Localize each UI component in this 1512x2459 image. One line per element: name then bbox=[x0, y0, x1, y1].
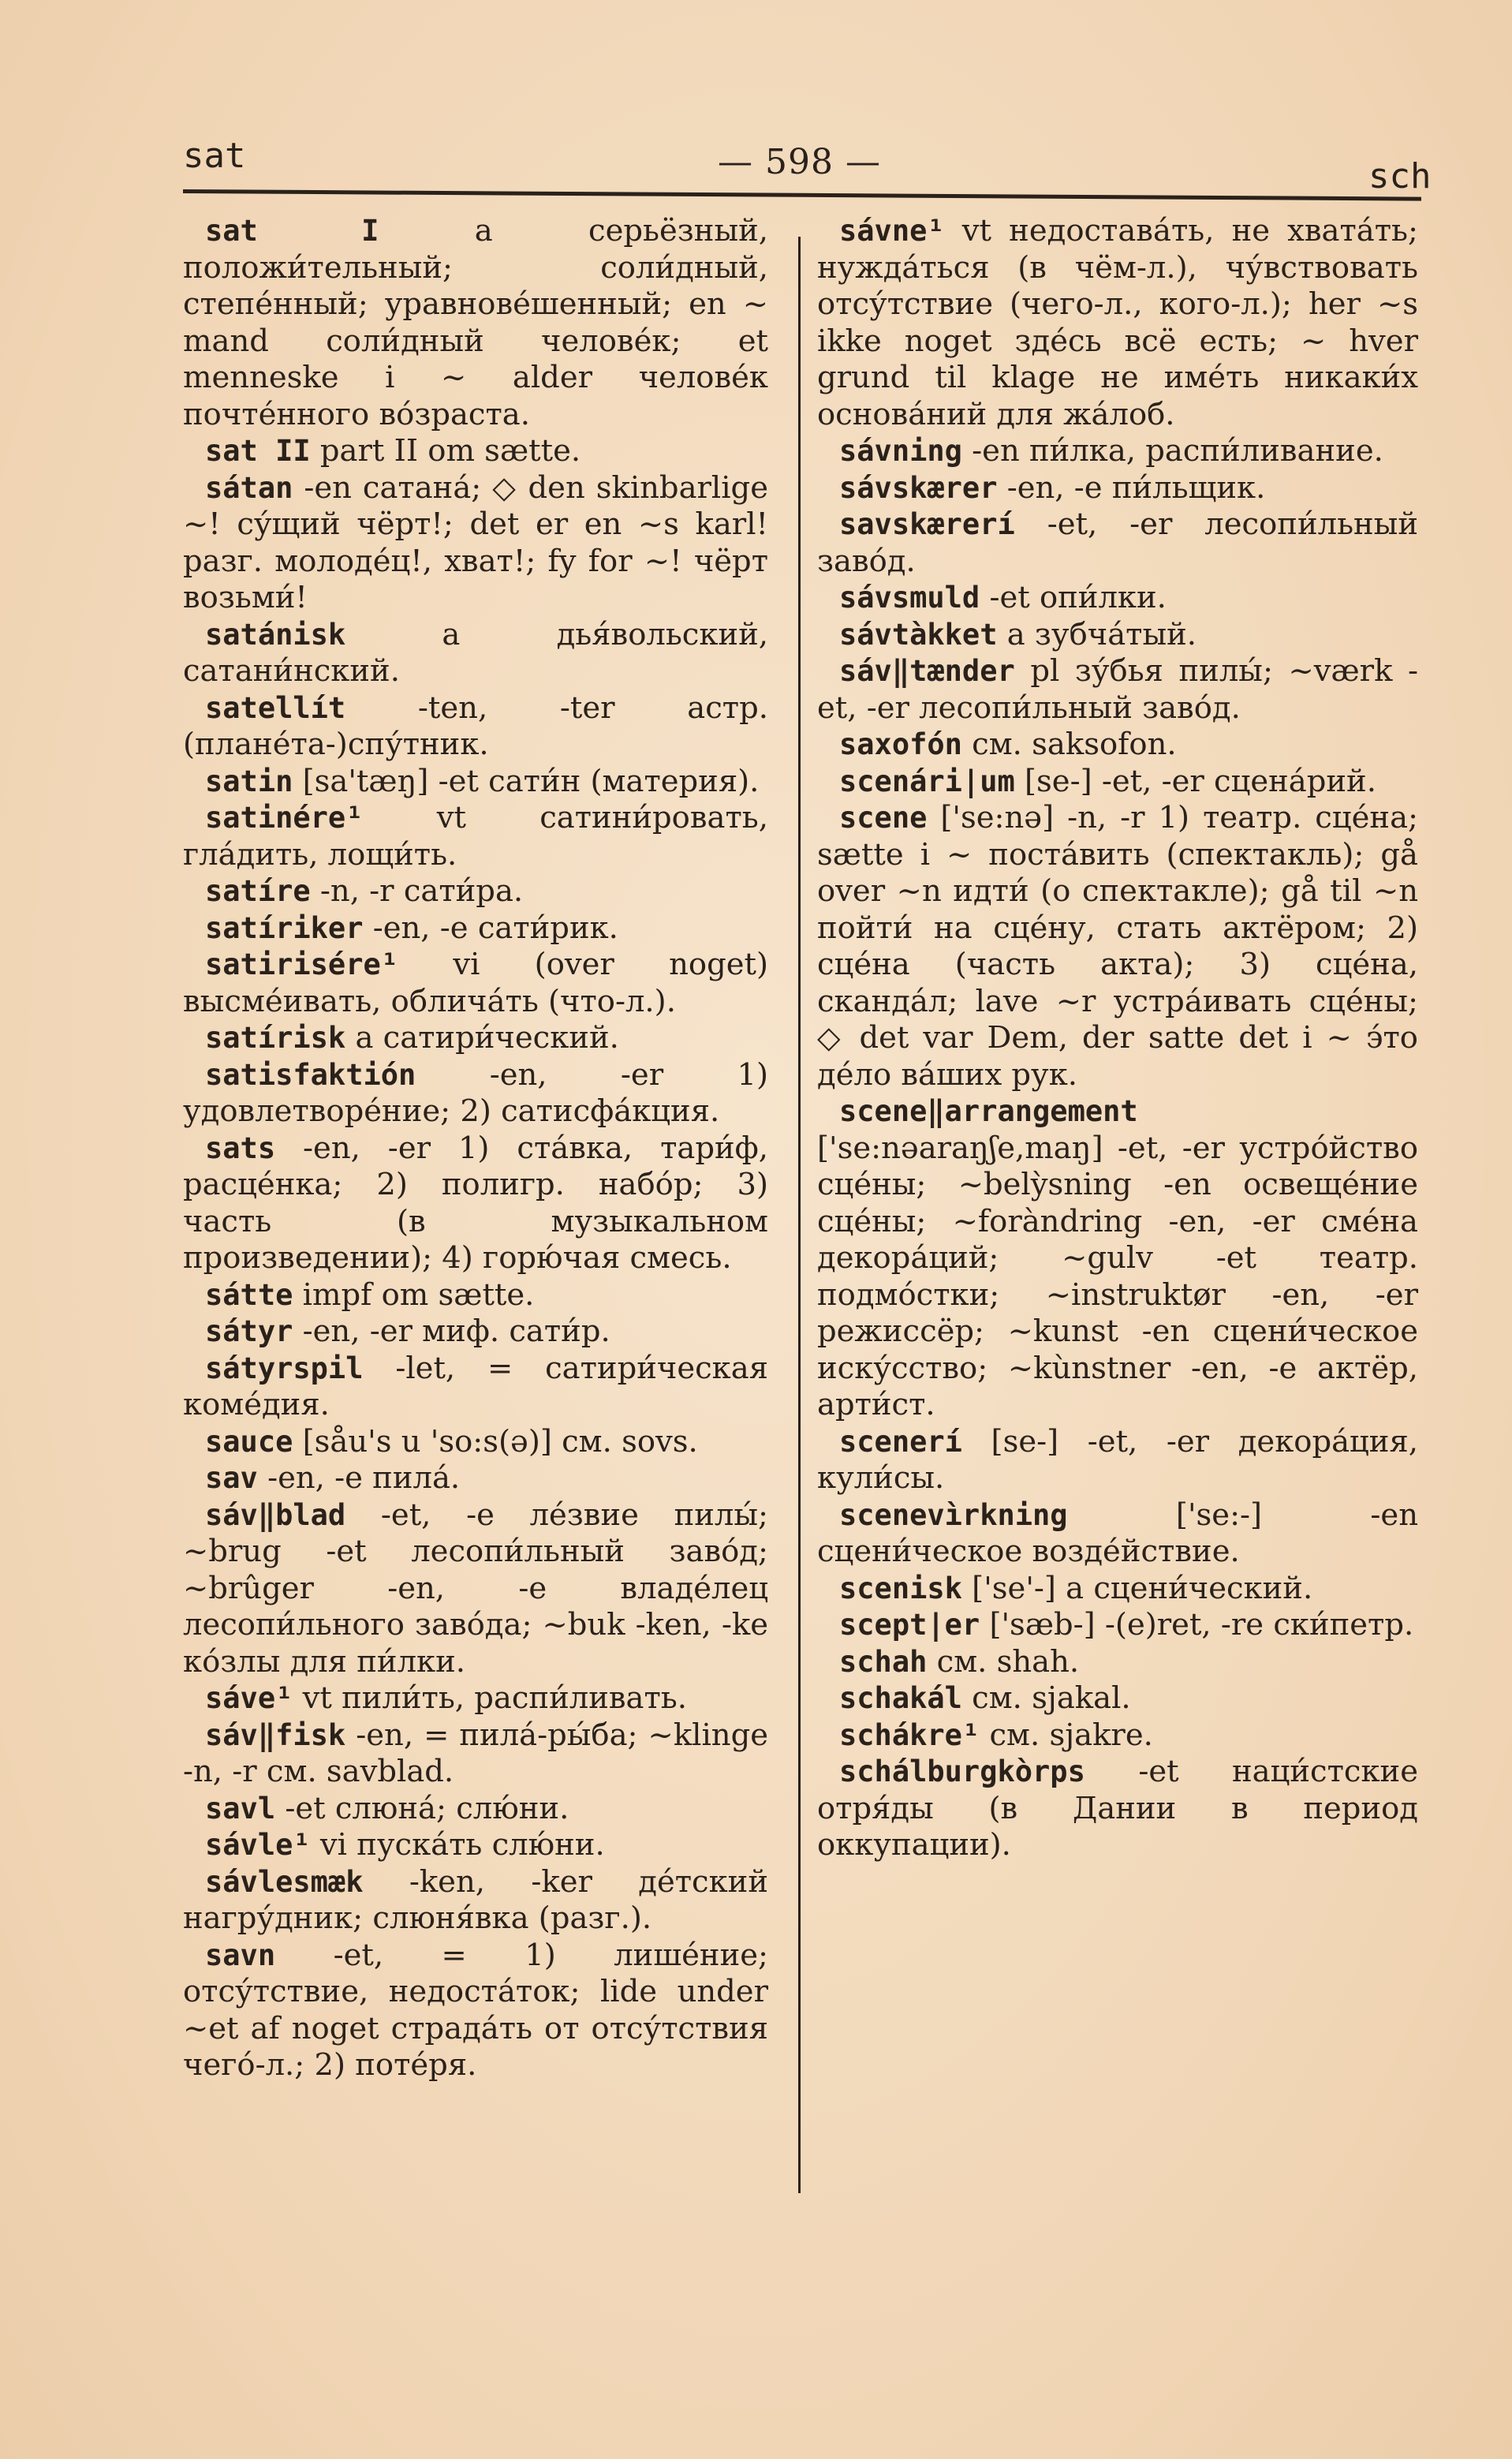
dictionary-entry bbox=[183, 1020, 768, 1057]
entry-headword: sáv‖tænder bbox=[839, 654, 1015, 688]
entry-headword: scenevìrkning bbox=[839, 1497, 1068, 1532]
entry-definition: a серьёзный, положи́тельный; соли́дный, степе́нный; уравнове́шенный; en ~ mand соли́дный челове́к; et menneske i ~ alder челове́к почте́нного во́зраста. bbox=[183, 213, 768, 432]
dictionary-entry bbox=[817, 800, 1418, 1093]
entry-definition: -en, -er миф. сати́р. bbox=[293, 1314, 610, 1349]
entry-definition: см. sjakre. bbox=[980, 1717, 1153, 1753]
entry-headword: satíre bbox=[205, 874, 311, 908]
entry-definition: -ten, -ter астр. (плане́та-)спу́тник. bbox=[183, 689, 768, 762]
dictionary-entry bbox=[817, 1424, 1418, 1497]
entry-headword: sáv‖blad bbox=[205, 1497, 346, 1532]
dictionary-entry bbox=[183, 1827, 768, 1864]
entry-definition: -en, -e пила́. bbox=[257, 1460, 461, 1496]
dictionary-entry bbox=[817, 1093, 1418, 1424]
entry-headword: sat II bbox=[205, 434, 311, 468]
entry-definition: -et опи́лки. bbox=[980, 580, 1167, 615]
entry-definition: -n, -r сати́ра. bbox=[310, 873, 524, 909]
entry-definition: см. saksofon. bbox=[961, 727, 1177, 762]
entry-definition: vi (over noget) высме́ивать, облича́ть (что-л.). bbox=[183, 947, 768, 1019]
entry-headword: schálburgkòrps bbox=[839, 1755, 1085, 1788]
entry-headword: schakál bbox=[839, 1681, 962, 1715]
entry-headword: sávne¹ bbox=[839, 214, 945, 248]
entry-definition: -en, -er 1) удовлетворе́ние; 2) сатисфа́кция. bbox=[183, 1056, 768, 1129]
entry-headword: sátte bbox=[205, 1277, 293, 1312]
entry-headword: satinére¹ bbox=[205, 801, 364, 835]
entry-definition: a дья́вольский, сатани́нский. bbox=[183, 616, 768, 689]
entry-definition: -ken, -ker де́тский нагру́дник; слюня́вка (разг.). bbox=[183, 1863, 768, 1936]
entry-headword: savskærerí bbox=[839, 507, 1015, 541]
entry-headword: sávlesmæk bbox=[205, 1864, 364, 1899]
entry-headword: sátyrspil bbox=[205, 1351, 364, 1385]
dictionary-entry bbox=[817, 1571, 1418, 1608]
entry-headword: savl bbox=[205, 1791, 276, 1826]
entry-definition: vt сатини́ровать, гла́дить, лощи́ть. bbox=[183, 800, 768, 873]
dictionary-entry bbox=[817, 1644, 1418, 1681]
dictionary-entry bbox=[183, 617, 768, 690]
dictionary-entry bbox=[183, 1460, 768, 1497]
entry-definition: vt пили́ть, распи́ливать. bbox=[293, 1680, 687, 1716]
entry-definition: ['se'-] a сцени́ческий. bbox=[961, 1570, 1313, 1606]
dictionary-entry bbox=[183, 1938, 768, 2084]
entry-definition: см. sjakal. bbox=[961, 1680, 1131, 1716]
entry-definition: -en, = пила́-ры́ба; ~klinge -n, -r см. savblad. bbox=[183, 1717, 768, 1789]
entry-definition: ['se:nə] -n, -r 1) театр. сце́на; sætte i ~ поста́вить (спектакль); gå over ~n идти́ (о спектакле); gå til ~n пойти́ на сце́ну, стать актёром; 2) сце́на (часть акта); 3) сце́на, сканда́л; lave ~r устра́ивать сце́ны; ◇ det var Dem, der satte det i ~ э́то де́ло ва́ших рук. bbox=[817, 800, 1418, 1093]
dictionary-entry bbox=[183, 1314, 768, 1351]
entry-headword: scept|er bbox=[839, 1608, 980, 1642]
entry-definition: -en, -e сати́рик. bbox=[363, 910, 618, 946]
entry-headword: sat I bbox=[205, 214, 379, 248]
entry-headword: scene bbox=[839, 801, 928, 835]
entry-definition: pl зу́бья пилы́; ~værk -et, -er лесопи́льный заво́д. bbox=[817, 653, 1418, 726]
dictionary-entry bbox=[817, 727, 1418, 764]
dictionary-entry bbox=[183, 1130, 768, 1277]
entry-headword: scenerí bbox=[839, 1424, 962, 1459]
dictionary-entry bbox=[183, 433, 768, 470]
dictionary-entry bbox=[817, 213, 1418, 433]
dictionary-entry bbox=[183, 1424, 768, 1461]
right-column bbox=[817, 213, 1418, 1864]
entry-headword: saxofón bbox=[839, 727, 962, 761]
entry-headword: sávning bbox=[839, 434, 962, 468]
page-number: — 598 — bbox=[718, 142, 881, 182]
dictionary-entry bbox=[183, 800, 768, 873]
entry-definition: -en, -e пи́льщик. bbox=[997, 469, 1266, 506]
dictionary-entry bbox=[817, 433, 1418, 470]
entry-headword: sávsmuld bbox=[839, 581, 980, 615]
dictionary-entry bbox=[183, 1864, 768, 1938]
entry-headword: sáve¹ bbox=[205, 1681, 293, 1715]
entry-headword: sávtàkket bbox=[839, 617, 998, 652]
entry-headword: satánisk bbox=[205, 617, 346, 652]
dictionary-entry bbox=[183, 1277, 768, 1314]
dictionary-entry bbox=[183, 1680, 768, 1717]
dictionary-entry bbox=[183, 213, 768, 433]
entry-headword: schah bbox=[839, 1644, 928, 1679]
dictionary-entry bbox=[183, 910, 768, 947]
entry-headword: satírisk bbox=[205, 1021, 346, 1055]
entry-definition: [se-] -et, -er декора́ция, кули́сы. bbox=[817, 1423, 1418, 1496]
entry-headword: schákre¹ bbox=[839, 1717, 980, 1752]
page-header bbox=[0, 0, 1512, 205]
entry-headword: sátan bbox=[205, 470, 293, 505]
dictionary-entry bbox=[183, 764, 768, 801]
entry-definition: см. shah. bbox=[927, 1643, 1080, 1680]
dictionary-entry bbox=[183, 1497, 768, 1681]
entry-definition: [sa'tæŋ] -et сати́н (материя). bbox=[293, 763, 760, 799]
entry-headword: sávskærer bbox=[839, 470, 998, 505]
entry-headword: scenári|um bbox=[839, 764, 1015, 798]
entry-definition: [såu's u 'so:s(ə)] см. sovs. bbox=[293, 1423, 698, 1459]
dictionary-entry bbox=[817, 580, 1418, 617]
entry-headword: sauce bbox=[205, 1424, 293, 1459]
header-rule bbox=[183, 189, 1421, 201]
dictionary-entry bbox=[183, 690, 768, 764]
left-column bbox=[183, 213, 768, 2084]
entry-definition: impf om sætte. bbox=[293, 1276, 535, 1313]
entry-headword: satellít bbox=[205, 690, 346, 725]
left-guide-word: sat bbox=[183, 136, 246, 176]
entry-definition: -et слюна́; слю́ни. bbox=[275, 1790, 569, 1826]
dictionary-entry bbox=[817, 1717, 1418, 1755]
dictionary-entry bbox=[817, 653, 1418, 727]
entry-definition: vi пуска́ть слю́ни. bbox=[310, 1827, 605, 1863]
dictionary-entry bbox=[817, 1754, 1418, 1864]
entry-definition: [se-] -et, -er сцена́рий. bbox=[1014, 763, 1376, 799]
dictionary-entry bbox=[183, 1717, 768, 1791]
dictionary-entry bbox=[817, 1680, 1418, 1717]
dictionary-entry bbox=[183, 947, 768, 1020]
dictionary-entry bbox=[183, 873, 768, 910]
entry-definition: -en, -er 1) ста́вка, тари́ф, расце́нка; 2) полигр. набо́р; 3) часть (в музыкальном произведении); 4) горю́чая смесь. bbox=[183, 1130, 768, 1276]
entry-definition: -let, = сатири́ческая коме́дия. bbox=[183, 1350, 768, 1422]
entry-definition: a зубча́тый. bbox=[997, 616, 1197, 652]
entry-definition: ['se:nəaraŋʃe,maŋ] -et, -er устро́йство сце́ны; ~belỳsning -en освеще́ние сце́ны; ~foràndring -en, -er сме́на декора́ций; ~gulv -et театр. подмо́стки; ~instruktør -en, -er режиссёр; ~kunst -en сцени́ческое иску́сство; ~kùnstner -en, -e актёр, арти́ст. bbox=[817, 1130, 1418, 1422]
entry-headword: sav bbox=[205, 1461, 258, 1495]
dictionary-entry bbox=[183, 1057, 768, 1130]
entry-definition: -et, -e ле́звие пилы́; ~brug -et лесопи́льный заво́д; ~brûger -en, -e владе́лец лесопи́льного заво́да; ~buk -ken, -ke ко́злы для пи́лки. bbox=[183, 1497, 768, 1680]
entry-headword: scene‖arrangement bbox=[839, 1094, 1138, 1128]
column-divider bbox=[798, 237, 801, 2193]
entry-definition: ['sæb-] -(e)ret, -re ски́петр. bbox=[980, 1607, 1414, 1642]
entry-definition: a сатири́ческий. bbox=[345, 1020, 619, 1056]
entry-headword: scenisk bbox=[839, 1571, 962, 1605]
entry-headword: sátyr bbox=[205, 1314, 293, 1348]
entry-definition: vt недостава́ть, не хвата́ть; нужда́ться (в чём-л.), чу́вствовать отсу́тствие (чего-л., кого-л.); her ~s ikke noget зде́сь всё есть; ~ hver grund til klage не име́ть никаки́х основа́ний для жа́лоб. bbox=[817, 213, 1418, 432]
entry-definition: -et наци́стские отря́ды (в Дании в период оккупации). bbox=[817, 1754, 1418, 1863]
dictionary-entry bbox=[817, 506, 1418, 580]
entry-definition: part II om sætte. bbox=[310, 433, 581, 469]
dictionary-entry bbox=[817, 1607, 1418, 1644]
entry-definition: -et, = 1) лише́ние; отсу́тствие, недоста́ток; lide under ~et af noget страда́ть от отсу́тствия чего́-л.; 2) поте́ря. bbox=[183, 1937, 768, 2083]
entry-headword: satíriker bbox=[205, 910, 364, 945]
dictionary-entry bbox=[817, 470, 1418, 507]
entry-definition: -en пи́лка, распи́ливание. bbox=[961, 433, 1383, 469]
entry-headword: satisfaktión bbox=[205, 1057, 416, 1092]
dictionary-entry bbox=[183, 1351, 768, 1424]
dictionary-entry bbox=[817, 617, 1418, 654]
right-guide-word: sch bbox=[1368, 156, 1432, 196]
entry-headword: sats bbox=[205, 1130, 276, 1165]
dictionary-entry bbox=[817, 764, 1418, 801]
entry-definition: -et, -er лесопи́льный заво́д. bbox=[817, 506, 1418, 579]
entry-headword: satin bbox=[205, 764, 293, 798]
entry-definition: -en сатана́; ◇ den skinbarlige ~! су́щий чёрт!; det er en ~s karl! разг. молоде́ц!, хват!; fy for ~! чёрт возьми́! bbox=[183, 469, 768, 615]
dictionary-entry bbox=[817, 1497, 1418, 1571]
entry-definition: ['se:-] -en сцени́ческое возде́йствие. bbox=[817, 1497, 1418, 1569]
entry-headword: sáv‖fisk bbox=[205, 1717, 346, 1752]
dictionary-entry bbox=[183, 1791, 768, 1828]
entry-headword: sávle¹ bbox=[205, 1828, 311, 1862]
entry-headword: savn bbox=[205, 1938, 276, 1972]
entry-headword: satirisére¹ bbox=[205, 947, 399, 981]
dictionary-entry bbox=[183, 470, 768, 617]
